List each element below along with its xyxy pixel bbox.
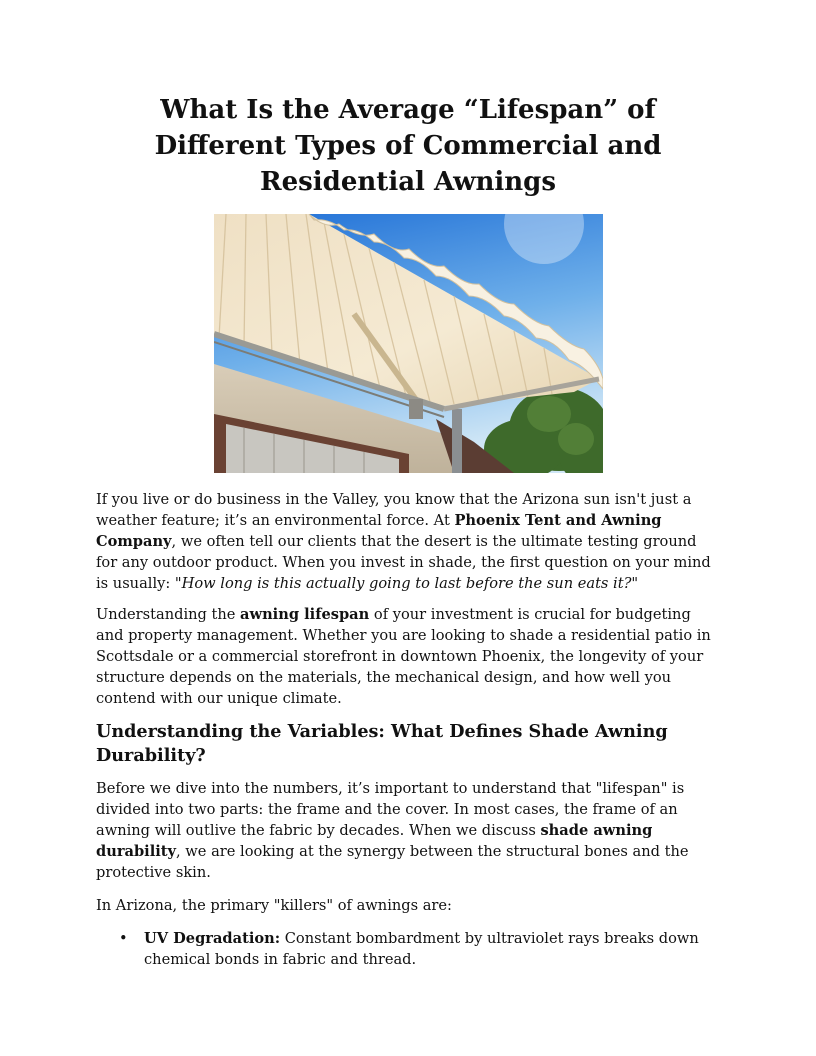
lifespan-text-2: of your investment is crucial for budgeting and property management. Whether you are looking to shade a residential patio in Scottsdale or a commercial storefront in downtown Phoenix, the longevity of your structure depends on the materials, the mechanical design, and how well you contend with our unique climate. bbox=[96, 606, 711, 707]
killers-list bbox=[96, 928, 720, 970]
intro-quote: "How long is this actually going to last before the sun eats it?" bbox=[174, 575, 639, 592]
document-page bbox=[96, 92, 720, 970]
killers-intro: In Arizona, the primary "killers" of awnings are: bbox=[96, 897, 452, 914]
list-item-label: UV Degradation: bbox=[144, 930, 281, 947]
variables-text-1: Before we dive into the numbers, it’s important to understand that "lifespan" is divided into two parts: the frame and the cover. In most cases, the frame of an awning will outlive the fabric by decades. When we discuss bbox=[96, 780, 685, 839]
awning-photo bbox=[214, 214, 603, 473]
page-title: What Is the Average “Lifespan” of Different Types of Commercial and Residential Awnings bbox=[154, 95, 662, 197]
bullet-icon: • bbox=[119, 930, 128, 947]
company-name: Phoenix Tent and Awning Company bbox=[96, 512, 662, 550]
lifespan-text-1: Understanding the bbox=[96, 606, 241, 623]
intro-paragraph bbox=[96, 489, 720, 594]
lifespan-paragraph bbox=[96, 604, 720, 709]
lifespan-keyword: awning lifespan bbox=[240, 606, 370, 623]
intro-text-1: If you live or do business in the Valley, you know that the Arizona sun isn't just a weather feature; it’s an environmental force. At bbox=[96, 491, 692, 529]
variables-paragraph bbox=[96, 778, 720, 883]
list-item-text: Constant bombardment by ultraviolet rays breaks down chemical bonds in fabric and thread. bbox=[144, 930, 699, 968]
variables-text-2: , we are looking at the synergy between the structural bones and the protective skin. bbox=[96, 843, 689, 881]
durability-keyword: shade awning durability bbox=[96, 822, 653, 860]
list-item bbox=[119, 928, 720, 970]
section-heading: Understanding the Variables: What Defines Shade Awning Durability? bbox=[96, 721, 668, 766]
intro-text-2: , we often tell our clients that the desert is the ultimate testing ground for any outdoor product. When you invest in shade, the first question on your mind is usually: bbox=[96, 533, 711, 592]
